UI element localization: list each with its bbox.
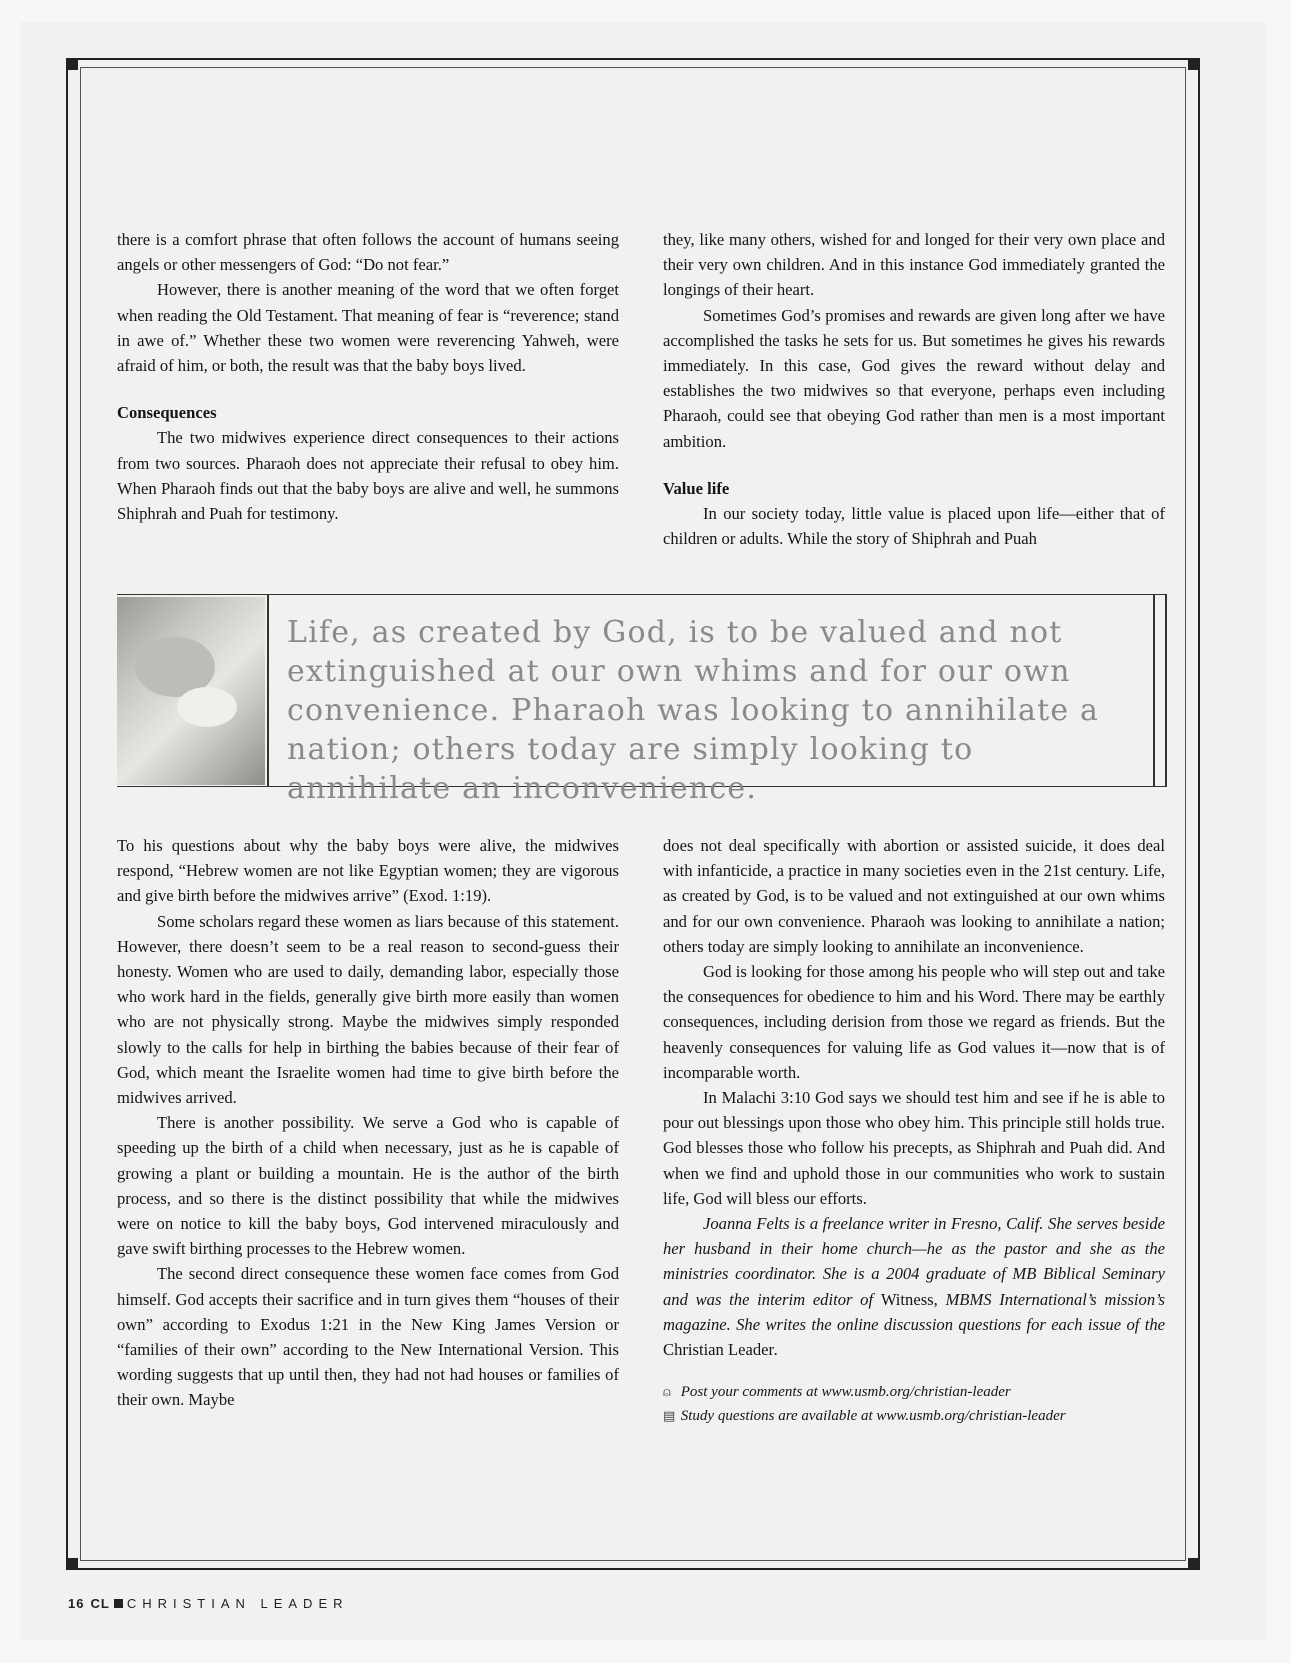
paragraph: There is another possibility. We serve a God who is capable of speeding up the birth of a child when necessary, just as he is capable of growing a plant or building a mountain. He is the author of the birth process, and so there is the distinct possibility that while the midwives were on notice to kill the baby boys, God intervened miraculously and gave swift birthing processes to the Hebrew women. bbox=[117, 1113, 619, 1259]
bio-magazine-name: Witness bbox=[880, 1289, 934, 1309]
study-link[interactable] bbox=[663, 1404, 1165, 1428]
comment-link[interactable] bbox=[663, 1380, 1165, 1404]
page-number: 16 bbox=[68, 1596, 85, 1611]
mouse-icon: ⍝ bbox=[663, 1384, 671, 1400]
document-icon: ▤ bbox=[663, 1408, 676, 1424]
footer-abbr: CL bbox=[90, 1596, 110, 1611]
footer-publication: CHRISTIAN LEADER bbox=[126, 1596, 349, 1611]
paragraph: does not deal specifically with abortion or assisted suicide, it does deal with infanticide, a practice in many societies even in the 21st century. Life, as created by God, is to be valued and not extinguished at our own whims and for our own convenience. Pharaoh was looking to annihilate a nation; others today are simply looking to annihilate an inconvenience. bbox=[663, 836, 1165, 956]
paragraph: they, like many others, wished for and longed for their very own place and their very own children. And in this instance God immediately granted the longings of their heart. bbox=[663, 230, 1165, 300]
frame-corner bbox=[66, 1558, 78, 1570]
paragraph: God is looking for those among his people who will step out and take the consequences for obedience to him and his Word. There may be earthly consequences, including derision from those we regard as friends. But the heavenly consequences for valuing life as God values it—now that is of incomparable worth. bbox=[663, 962, 1165, 1082]
section-heading-value-life: Value life bbox=[663, 478, 730, 498]
footer-square-icon bbox=[114, 1599, 123, 1608]
paragraph: Some scholars regard these women as liars because of this statement. However, there doesn’t seem to be a real reason to second-guess their honesty. Women who are used to daily, demanding labor, especially those who work hard in the fields, generally give birth more easily than women who are not physically strong. Maybe the midwives simply responded slowly to the calls for help in birthing the babies because of their fear of God, which meant the Israelite women had time to give birth before the midwives arrived. bbox=[117, 911, 619, 1108]
comment-link-text[interactable]: Post your comments at www.usmb.org/christian-leader bbox=[680, 1384, 1011, 1401]
author-bio bbox=[663, 1211, 1165, 1362]
frame-corner bbox=[66, 58, 78, 70]
page-footer bbox=[68, 1596, 349, 1611]
paragraph: However, there is another meaning of the word that we often forget when reading the Old Testament. That meaning of fear is “reverence; stand in awe of.” Whether these two women were reverencing Yahweh, were afraid of him, or both, the result was that the baby boys lived. bbox=[117, 280, 619, 376]
column-bottom-right bbox=[663, 833, 1165, 1428]
pull-quote-box bbox=[117, 594, 1167, 806]
bio-text: Joanna Felts is a freelance writer in Fresno, Calif. She serves beside her husband in their home church—he as the pastor and she as the ministries coordinator. She is a 2004 graduate of MB Biblical Seminary and was the interim editor of bbox=[663, 1214, 1165, 1309]
web-links bbox=[663, 1380, 1165, 1428]
pull-quote-text: Life, as created by God, is to be valued and not extinguished at our own whims and for our own convenience. Pharaoh was looking to annihilate a nation; others today are simply looking to annihilate an inconvenience. bbox=[287, 615, 1100, 806]
paragraph: In our society today, little value is placed upon life—either that of children or adults. While the story of Shiphrah and Puah bbox=[663, 504, 1165, 549]
paragraph: In Malachi 3:10 God says we should test him and see if he is able to pour out blessings upon those who obey him. This principle still holds true. God blesses those who follow his precepts, as Shiphrah and Puah did. And when we find and uphold those in our communities who work to sustain life, God will bless our efforts. bbox=[663, 1088, 1165, 1208]
frame-corner bbox=[1188, 1558, 1200, 1570]
paragraph: The two midwives experience direct consequences to their actions from two sources. Pharaoh does not appreciate their refusal to obey him. When Pharaoh finds out that the baby boys are alive and well, he summons Shiphrah and Puah for testimony. bbox=[117, 428, 619, 524]
column-top-right bbox=[663, 227, 1165, 551]
bio-text: , MBMS International’s mission’s magazine. She writes the online discussion questions for each issue of the bbox=[663, 1289, 1165, 1334]
paragraph: The second direct consequence these women face comes from God himself. God accepts their sacrifice and in turn gives them “houses of their own” according to Exodus 1:21 in the New King James Version or “families of their own” according to the New International Version. This wording suggests that up until then, they had not had houses or families of their own. Maybe bbox=[117, 1264, 619, 1410]
column-bottom-left bbox=[117, 833, 619, 1413]
paragraph: To his questions about why the baby boys were alive, the midwives respond, “Hebrew women are not like Egyptian women; they are vigorous and give birth before the midwives arrive” (Exod. 1:19). bbox=[117, 836, 619, 906]
bio-publication-name: Christian Leader bbox=[663, 1340, 775, 1360]
study-link-text[interactable]: Study questions are available at www.usmb.org/christian-leader bbox=[680, 1408, 1066, 1425]
paragraph: Sometimes God’s promises and rewards are given long after we have accomplished the tasks he sets for us. But sometimes he gives his rewards immediately. In this case, God gives the reward without delay and establishes the two midwives so that everyone, perhaps even including Pharaoh, could see that obeying God rather than men is a most important ambition. bbox=[663, 305, 1165, 451]
frame-corner bbox=[1188, 58, 1200, 70]
pull-quote-edge bbox=[1153, 595, 1167, 786]
pull-quote-divider bbox=[267, 595, 269, 786]
paragraph: there is a comfort phrase that often follows the account of humans seeing angels or other messengers of God: “Do not fear.” bbox=[117, 230, 619, 275]
bio-text: . bbox=[774, 1340, 779, 1360]
baby-photo bbox=[117, 597, 265, 785]
column-top-left bbox=[117, 227, 619, 526]
section-heading-consequences: Consequences bbox=[117, 403, 217, 423]
